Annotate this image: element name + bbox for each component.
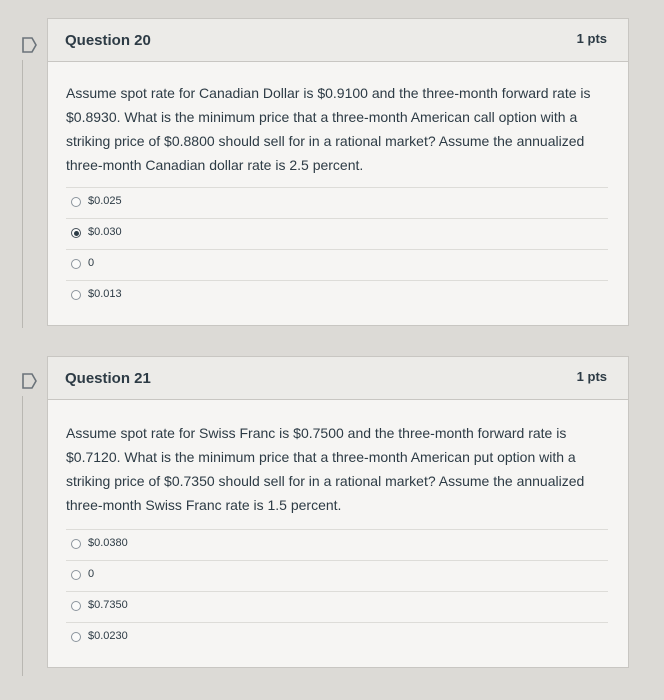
radio-button[interactable] (71, 539, 81, 549)
question-points: 1 pts (576, 369, 607, 384)
answer-label: 0 (88, 257, 95, 269)
question-card (47, 356, 629, 668)
answer-option[interactable] (66, 529, 608, 560)
radio-button-selected[interactable] (71, 228, 81, 238)
question-card (47, 18, 629, 326)
question-points: 1 pts (576, 31, 607, 46)
answer-label: $0.030 (88, 226, 122, 238)
answer-list (66, 187, 608, 311)
answer-label: 0 (88, 568, 95, 580)
question-header (48, 19, 628, 62)
answer-label: $0.0230 (88, 630, 128, 642)
question-text: Assume spot rate for Canadian Dollar is $0.9100 and the three-month forward rate is $0.8930. What is the minimum price that a three-month American call option with a striking price of $0.8800 should sell for in a rational market? Assume the annualized three-month Canadian dollar rate is 2.5 percent. (66, 85, 591, 173)
radio-button[interactable] (71, 259, 81, 269)
answer-option[interactable] (66, 591, 608, 622)
flag-question-icon[interactable] (16, 32, 42, 58)
answer-option[interactable] (66, 218, 608, 249)
flag-question-icon[interactable] (16, 368, 42, 394)
answer-label: $0.0380 (88, 537, 128, 549)
question-title: Question 20 (65, 32, 151, 49)
question-header (48, 357, 628, 400)
answer-list (66, 529, 608, 653)
radio-button[interactable] (71, 632, 81, 642)
answer-option[interactable] (66, 622, 608, 653)
answer-label: $0.025 (88, 195, 122, 207)
answer-label: $0.7350 (88, 599, 128, 611)
radio-button[interactable] (71, 290, 81, 300)
radio-button[interactable] (71, 197, 81, 207)
question-gutter-line (22, 396, 23, 676)
question-text: Assume spot rate for Swiss Franc is $0.7500 and the three-month forward rate is $0.7120. What is the minimum price that a three-month American put option with a striking price of $0.7350 should sell for in a rational market? Assume the annualized three-month Swiss Franc rate is 1.5 percent. (66, 425, 585, 513)
radio-button[interactable] (71, 570, 81, 580)
answer-option[interactable] (66, 249, 608, 280)
answer-label: $0.013 (88, 288, 122, 300)
answer-option[interactable] (66, 560, 608, 591)
question-gutter-line (22, 60, 23, 328)
answer-option[interactable] (66, 187, 608, 218)
question-title: Question 21 (65, 370, 151, 387)
radio-button[interactable] (71, 601, 81, 611)
answer-option[interactable] (66, 280, 608, 311)
